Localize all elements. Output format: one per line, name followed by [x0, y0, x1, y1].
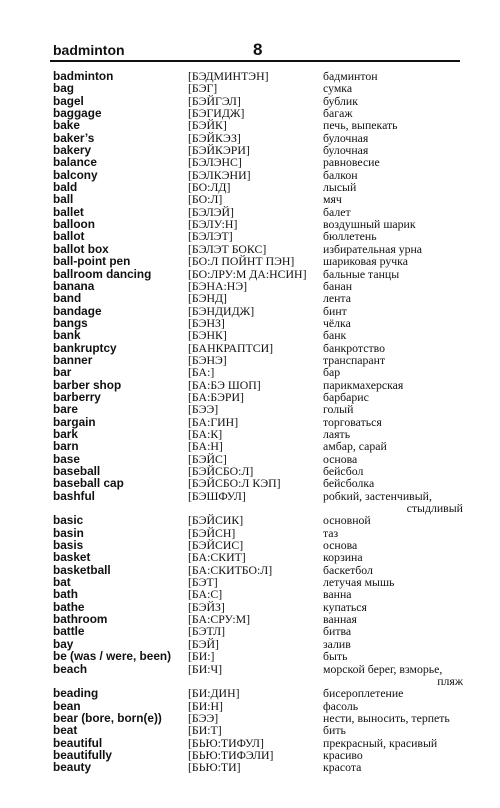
entry-translation-line: балкон — [323, 167, 358, 182]
entry-transcription: [БЬЮ:ТИ] — [188, 760, 241, 775]
entry-transcription: [БИ:ДИН] — [188, 686, 240, 701]
entry-transcription: [БЭНК] — [188, 328, 227, 343]
header-rule — [50, 60, 460, 62]
entry-translation-line: бальные танцы — [323, 266, 400, 281]
entry-word: ball — [53, 192, 74, 207]
dictionary-page — [50, 0, 463, 808]
entry-row — [53, 317, 460, 329]
entry-row — [53, 329, 460, 341]
entry-translation-continuation: пляж — [437, 673, 463, 688]
entry-translation-line: летучая мышь — [323, 575, 395, 590]
entry-word: baseball cap — [53, 476, 124, 491]
entry-translation-line: ванная — [323, 612, 357, 627]
entry-transcription: [БО:ЛРУ:М ДА:НСИН] — [188, 266, 307, 281]
entry-row — [53, 95, 460, 107]
entry-transcription: [БИ:] — [188, 649, 215, 664]
entry-translation-line: печь, выпекать — [323, 118, 398, 133]
entry-translation-line: банк — [323, 328, 347, 343]
entry-row — [53, 119, 460, 131]
entry-translation-line: бить — [323, 723, 346, 738]
entry-word: bandage — [53, 303, 102, 318]
entry-row — [53, 488, 463, 516]
entry-word: baker’s — [53, 130, 95, 145]
entry-transcription: [БА:К] — [188, 426, 223, 441]
entry-row — [53, 712, 460, 724]
entry-word: bare — [53, 402, 78, 417]
entry-row — [53, 661, 463, 688]
entry-translation-line: парикмахерская — [323, 377, 404, 392]
entry-transcription: [БЭЭ] — [188, 710, 219, 725]
entry-word: bat — [53, 575, 71, 590]
entry-word: bakery — [53, 143, 92, 158]
entry-translation-line: балет — [323, 204, 351, 219]
entry-row — [53, 539, 460, 551]
entry-translation-line: бюллетень — [323, 229, 377, 244]
entry-row — [53, 391, 460, 403]
entry-translation-line: быть — [323, 649, 348, 664]
entry-translation-line: морской берег, взморье, — [323, 661, 443, 676]
entry-word: ball-point pen — [53, 254, 131, 269]
entry-translation-line: шариковая ручка — [323, 254, 408, 269]
entry-transcription: [БА:] — [188, 365, 215, 380]
entry-transcription: [БЭШФУЛ] — [188, 488, 246, 503]
entry-row — [53, 292, 460, 304]
entry-row — [53, 280, 460, 292]
entry-transcription: [БА:СРУ:М] — [188, 612, 251, 627]
entry-word: ballot — [53, 229, 85, 244]
entry-word: basketball — [53, 562, 111, 577]
entry-word: bank — [53, 328, 81, 343]
entry-translation-line: бейсбол — [323, 464, 364, 478]
entry-transcription: [БЭЛЭТ] — [188, 229, 233, 244]
entry-translation-line: залив — [323, 636, 351, 651]
entry-word: beautiful — [53, 735, 103, 750]
entry-list — [53, 69, 463, 775]
entry-translation-line: корзина — [323, 550, 363, 565]
entry-word: bankruptcy — [53, 340, 117, 355]
entry-translation-line: сумка — [323, 81, 353, 96]
entry-transcription: [БА:БЭРИ] — [188, 389, 244, 404]
entry-row — [53, 181, 460, 193]
entry-word: beading — [53, 686, 99, 701]
entry-row — [53, 576, 460, 588]
entry-translation-line: баскетбол — [323, 562, 373, 577]
entry-transcription: [БЭТЛ] — [188, 624, 226, 639]
entry-row — [53, 268, 460, 280]
entry-translation-line: купаться — [323, 599, 367, 614]
entry-word: basket — [53, 550, 91, 565]
entry-translation — [323, 181, 463, 193]
entry-transcription: [БА:БЭ ШОП] — [188, 377, 261, 392]
entry-transcription: [БЭНДИДЖ] — [188, 303, 255, 318]
entry-word: bar — [53, 365, 72, 380]
entry-transcription: [БЭНД] — [188, 291, 227, 306]
entry-transcription: [БЭЛЭТ БОКС] — [188, 241, 267, 256]
entry-word: beauty — [53, 760, 92, 775]
page-header — [50, 40, 460, 60]
entry-translation — [323, 490, 463, 515]
entry-transcription: [БЭЭ] — [188, 402, 219, 417]
entry-translation-line: бадминтон — [323, 69, 378, 83]
entry-translation-line: бублик — [323, 93, 358, 108]
entry-word: base — [53, 451, 80, 466]
entry-row — [53, 551, 460, 563]
entry-word: banana — [53, 278, 95, 293]
entry-word: bathe — [53, 599, 85, 614]
entry-translation-line: лента — [323, 291, 351, 306]
entry-word: beach — [53, 661, 88, 676]
entry-translation-line: основа — [323, 538, 358, 553]
entry-transcription: [БЭНА:НЭ] — [188, 278, 248, 293]
entry-word: bath — [53, 587, 78, 602]
entry-translation-line: булочная — [323, 130, 369, 145]
entry-word: barn — [53, 439, 79, 454]
entry-word: beautifully — [53, 747, 112, 762]
entry-transcription: [БЭЙКЭРИ] — [188, 143, 250, 158]
entry-transcription: [БА:С] — [188, 587, 223, 602]
entry-row — [53, 453, 460, 465]
header-word: badminton — [53, 42, 125, 58]
entry-word: badminton — [53, 69, 114, 83]
entry-word: basin — [53, 525, 84, 540]
entry-word: balloon — [53, 217, 95, 232]
entry-translation-line: бейсболка — [323, 476, 375, 491]
entry-word: baseball — [53, 464, 101, 478]
entry-word: bay — [53, 636, 74, 651]
entry-transcription: [БЭТ] — [188, 575, 218, 590]
entry-row — [53, 749, 460, 761]
entry-translation-line: мяч — [323, 192, 342, 207]
entry-word: battle — [53, 624, 85, 639]
entry-translation-line: таз — [323, 525, 339, 540]
entry-translation — [323, 354, 463, 366]
entry-transcription: [БЭЙСБО:Л] — [188, 464, 254, 478]
entry-transcription: [БЭЛЭЙ] — [188, 204, 234, 219]
entry-row — [53, 193, 460, 205]
entry-translation-line: основной — [323, 513, 371, 528]
entry-word: bake — [53, 118, 80, 133]
entry-row — [53, 379, 460, 391]
entry-transcription: [БО:Л] — [188, 192, 223, 207]
entry-transcription: [БА:ГИН] — [188, 414, 239, 429]
entry-row — [53, 132, 460, 144]
entry-translation-line: бисероплетение — [323, 686, 404, 701]
entry-row — [53, 601, 460, 613]
entry-transcription: [БЭЙГЭЛ] — [188, 93, 241, 108]
entry-translation-line: транспарант — [323, 352, 386, 367]
entry-transcription: [БИ:Н] — [188, 698, 223, 713]
entry-transcription: [БЬЮ:ТИФУЛ] — [188, 735, 264, 750]
entry-word: ballot box — [53, 241, 109, 256]
entry-translation-line: лаять — [323, 426, 351, 441]
entry-word: barberry — [53, 389, 101, 404]
entry-translation-continuation: стыдливый — [406, 501, 463, 516]
entry-translation-line: избирательная урна — [323, 241, 423, 256]
entry-row — [53, 82, 460, 94]
entry-word: band — [53, 291, 82, 306]
entry-word: basic — [53, 513, 84, 528]
entry-transcription: [БО:Л ПОЙНТ ПЭН] — [188, 254, 295, 269]
entry-word: bathroom — [53, 612, 108, 627]
entry-row — [53, 156, 460, 168]
entry-row — [53, 428, 460, 440]
entry-word: bashful — [53, 488, 95, 503]
entry-row — [53, 144, 460, 156]
entry-row — [53, 403, 460, 415]
entry-word: beat — [53, 723, 78, 738]
entry-translation-line: банкротство — [323, 340, 386, 355]
entry-row — [53, 169, 460, 181]
entry-transcription: [БИ:Т] — [188, 723, 222, 738]
entry-row — [53, 527, 460, 539]
entry-word: baggage — [53, 106, 102, 121]
entry-transcription: [БЭЙСБО:Л КЭП] — [188, 476, 281, 491]
entry-word: bag — [53, 81, 74, 96]
entry-row — [53, 416, 460, 428]
entry-transcription: [БИ:Ч] — [188, 661, 223, 676]
entry-word: balcony — [53, 167, 98, 182]
entry-transcription: [БЭЙС] — [188, 451, 227, 466]
entry-transcription: [БЭНЭ] — [188, 352, 227, 367]
entry-row — [53, 588, 460, 600]
entry-row — [53, 70, 460, 82]
entry-transcription: [БА:СКИТ] — [188, 550, 246, 565]
entry-row — [53, 514, 460, 526]
entry-transcription: [БО:ЛД] — [188, 180, 231, 195]
entry-translation-line: ванна — [323, 587, 352, 602]
entry-word: bear (bore, born(e)) — [53, 710, 162, 725]
entry-translation-line: амбар, сарай — [323, 439, 387, 454]
entry-translation-line: прекрасный, красивый — [323, 735, 438, 750]
entry-word: ballet — [53, 204, 84, 219]
entry-word: be (was / were, been) — [53, 649, 172, 664]
entry-translation-line: равновесие — [323, 155, 380, 170]
entry-translation-line: лысый — [323, 180, 357, 195]
page-number: 8 — [253, 40, 263, 59]
entry-transcription: [БЭЛЭНС] — [188, 155, 242, 170]
entry-transcription: [БАНКРАПТСИ] — [188, 340, 274, 355]
entry-word: bangs — [53, 315, 88, 330]
entry-row — [53, 354, 460, 366]
entry-row — [53, 107, 460, 119]
entry-word: bark — [53, 426, 78, 441]
entry-transcription: [БЭЙСИС] — [188, 538, 244, 553]
entry-word: bagel — [53, 93, 84, 108]
entry-word: barber shop — [53, 377, 122, 392]
entry-translation-line: чёлка — [323, 315, 351, 330]
entry-word: banner — [53, 352, 93, 367]
entry-word: bargain — [53, 414, 96, 429]
entry-translation-line: основа — [323, 451, 358, 466]
entry-transcription: [БЭЙ] — [188, 636, 219, 651]
entry-translation-line: робкий, застенчивый, — [323, 488, 432, 503]
entry-word: ballroom dancing — [53, 266, 152, 281]
entry-translation-line: булочная — [323, 143, 369, 158]
entry-row — [53, 613, 460, 625]
entry-row — [53, 218, 460, 230]
entry-translation — [323, 514, 463, 526]
entry-transcription: [БЭНЗ] — [188, 315, 225, 330]
entry-translation — [323, 761, 463, 773]
entry-translation-line: битва — [323, 624, 352, 639]
entry-translation-line: барбарис — [323, 389, 369, 404]
entry-translation-line: бинт — [323, 303, 347, 318]
entry-translation-line: фасоль — [323, 698, 359, 713]
entry-transcription: [БЭЙСИК] — [188, 513, 244, 528]
entry-row — [53, 342, 460, 354]
entry-translation-line: банан — [323, 278, 353, 293]
entry-row — [53, 761, 460, 773]
entry-translation-line: багаж — [323, 106, 353, 121]
entry-word: bald — [53, 180, 78, 195]
entry-transcription: [БЭЙК] — [188, 118, 227, 133]
entry-row — [53, 564, 460, 576]
entry-translation-line: красота — [323, 760, 362, 775]
entry-transcription: [БЭГИДЖ] — [188, 106, 245, 121]
entry-transcription: [БЭЙЗ] — [188, 599, 225, 614]
entry-row — [53, 440, 460, 452]
entry-word: basis — [53, 538, 84, 553]
entry-translation-line: бар — [323, 365, 341, 380]
entry-translation-line: торговаться — [323, 414, 382, 429]
entry-translation-line: воздушный шарик — [323, 217, 416, 232]
entry-transcription: [БЬЮ:ТИФЭЛИ] — [188, 747, 274, 762]
entry-word: bean — [53, 698, 81, 713]
entry-row — [53, 625, 460, 637]
entry-word: balance — [53, 155, 97, 170]
entry-transcription: [БА:СКИТБО:Л] — [188, 562, 273, 577]
entry-transcription: [БЭЛКЭНИ] — [188, 167, 251, 182]
entry-translation-line: красиво — [323, 747, 363, 762]
entry-row — [53, 687, 460, 699]
entry-transcription: [БЭЙКЭЗ] — [188, 130, 241, 145]
entry-transcription: [БЭДМИНТЭН] — [188, 69, 269, 83]
entry-transcription: [БЭЛУ:Н] — [188, 217, 238, 232]
entry-transcription: [БА:Н] — [188, 439, 223, 454]
entry-translation-line: голый — [323, 402, 354, 417]
entry-translation-line: нести, выносить, терпеть — [323, 710, 450, 725]
entry-transcription: [БЭГ] — [188, 81, 218, 96]
entry-translation — [323, 663, 463, 688]
entry-transcription: [БЭЙСН] — [188, 525, 236, 540]
entry-row — [53, 305, 460, 317]
